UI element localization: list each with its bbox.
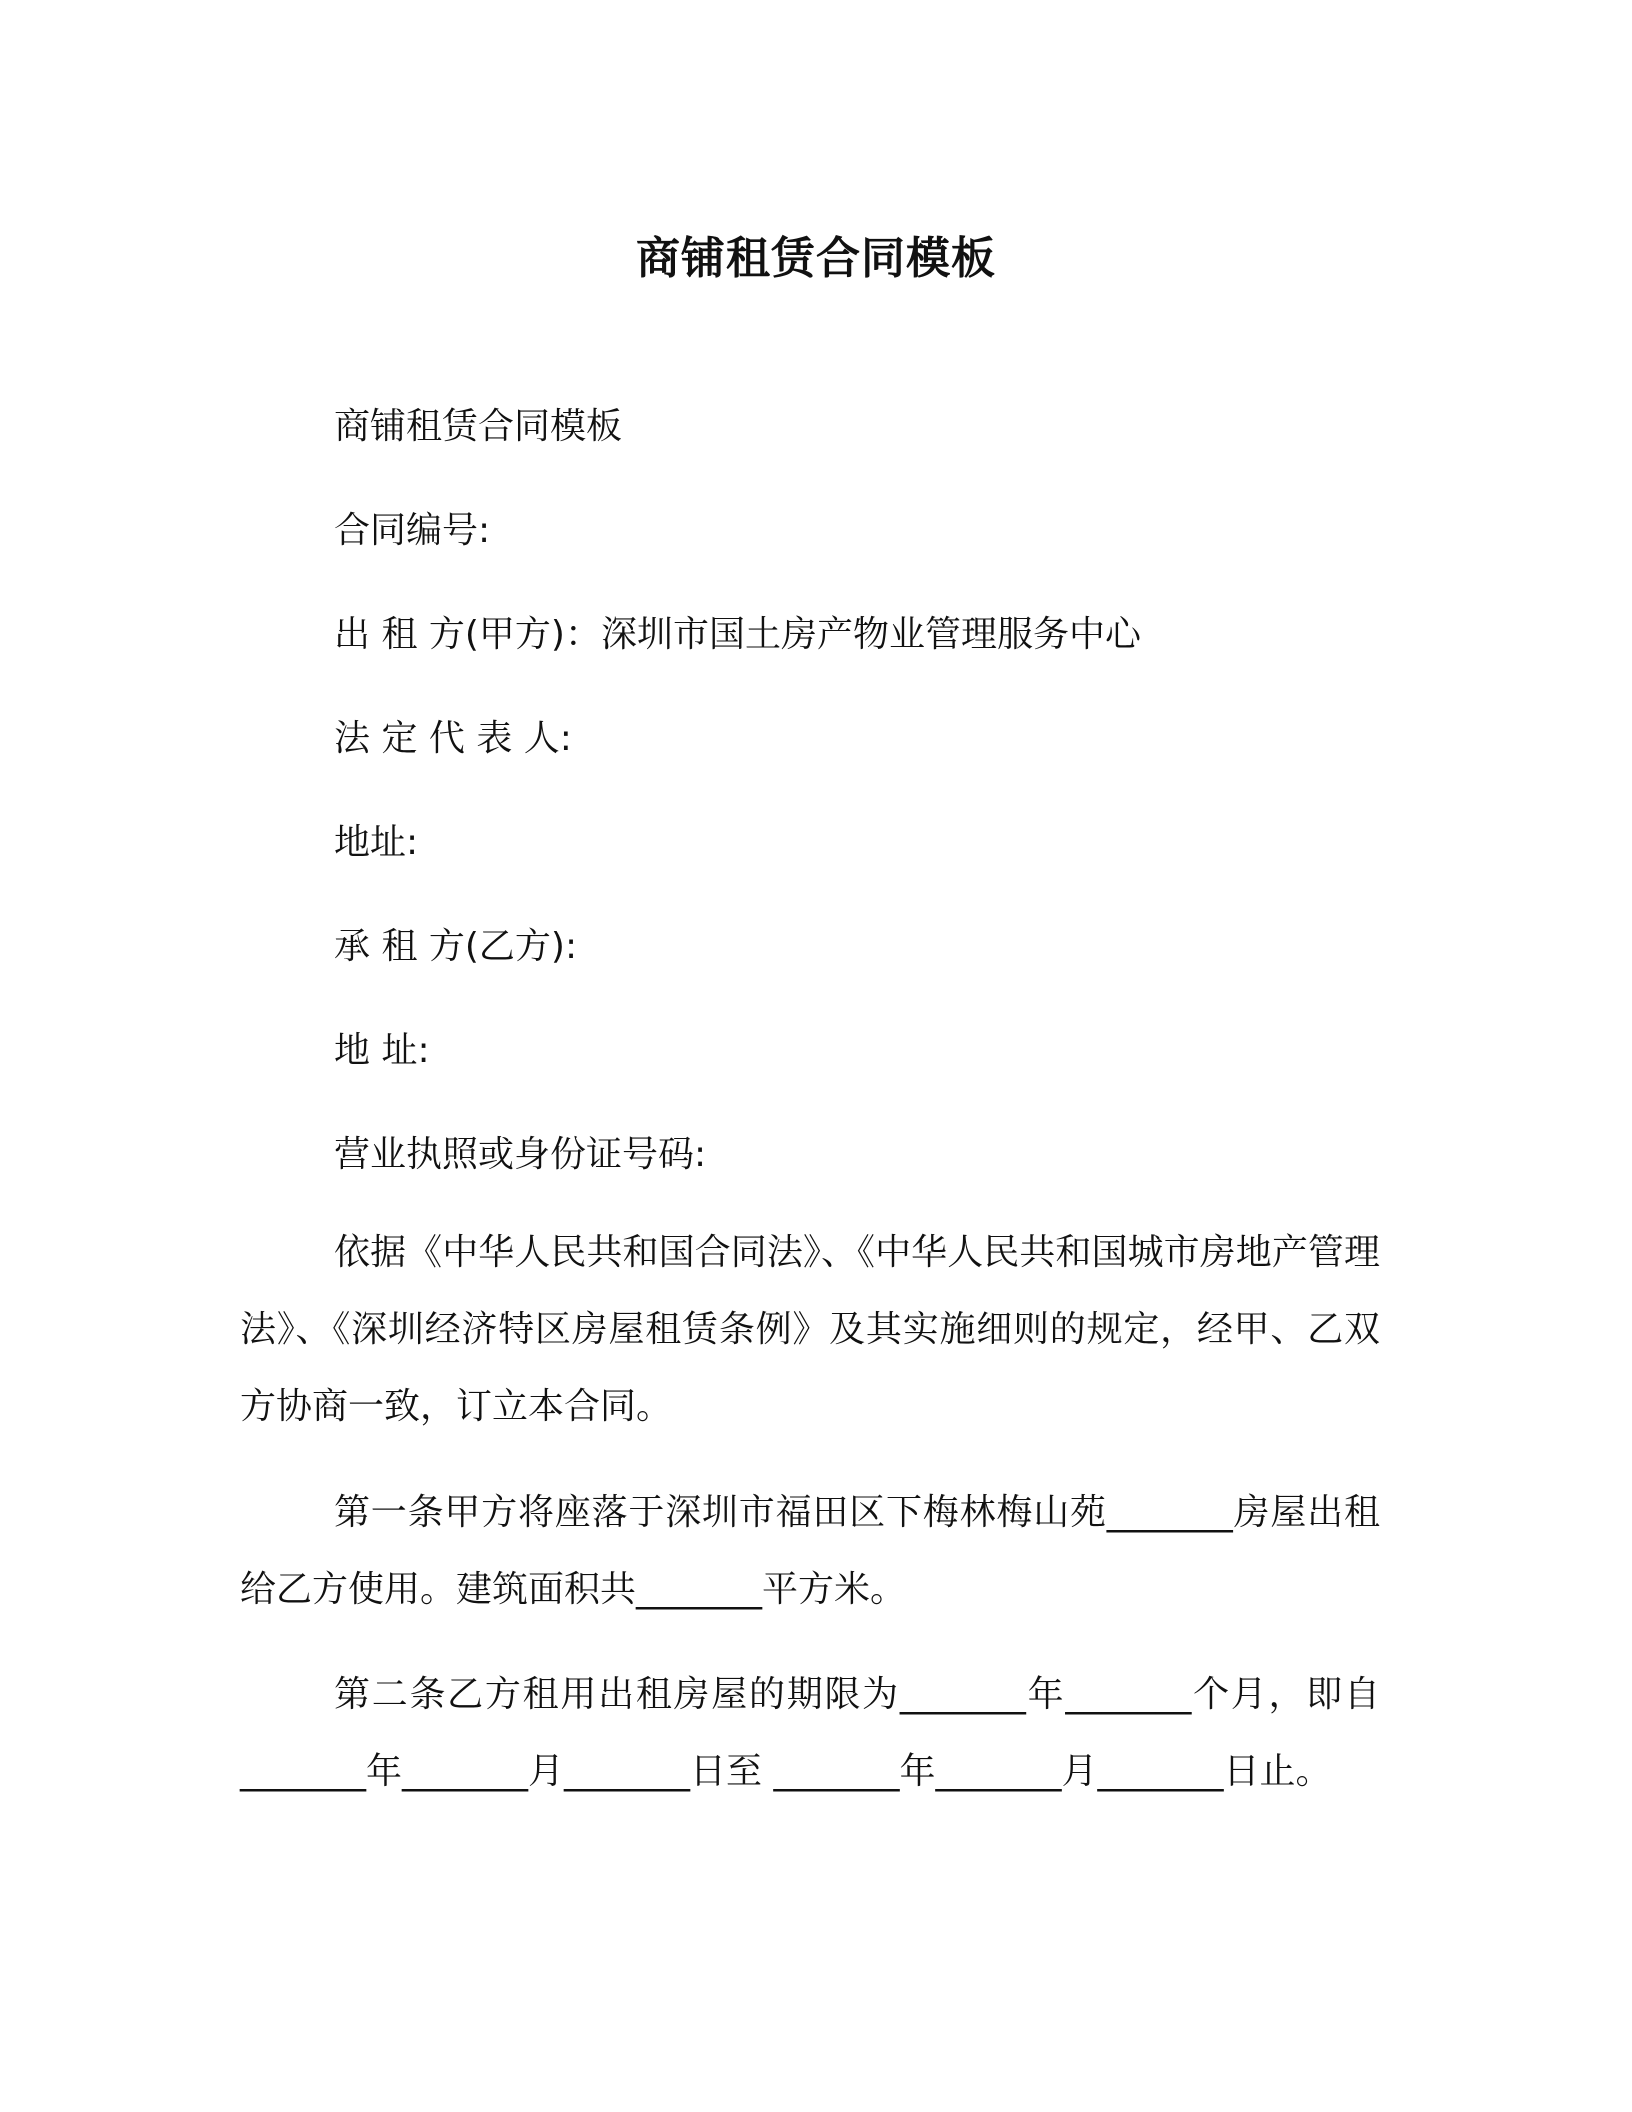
article-2-paragraph: 第二条乙方租用出租房屋的期限为_______年_______个月，即自_______年_______月_______日至 _______年_______月_______日止。: [240, 1674, 1380, 1792]
lessee-label: 承 租 方(乙方):: [334, 926, 578, 967]
article-1-paragraph: 第一条甲方将座落于深圳市福田区下梅林梅山苑_______房屋出租给乙方使用。建筑面积共_______平方米。: [240, 1492, 1380, 1610]
document-subtitle: 商铺租赁合同模板: [334, 406, 623, 447]
license-or-id-label: 营业执照或身份证号码:: [334, 1134, 707, 1175]
contract-number-label: 合同编号:: [334, 510, 491, 551]
lessor-line: 出 租 方(甲方)：深圳市国土房产物业管理服务中心: [334, 614, 1141, 655]
lessee-address-label: 地 址:: [334, 1030, 430, 1071]
document-title: 商铺租赁合同模板: [636, 233, 996, 284]
intro-paragraph: 依据《中华人民共和国合同法》、《中华人民共和国城市房地产管理法》、《深圳经济特区房屋租赁条例》及其实施细则的规定，经甲、乙双方协商一致，订立本合同。: [240, 1232, 1380, 1427]
legal-representative-label: 法 定 代 表 人:: [334, 718, 572, 759]
lessor-address-label: 地址:: [334, 822, 419, 863]
